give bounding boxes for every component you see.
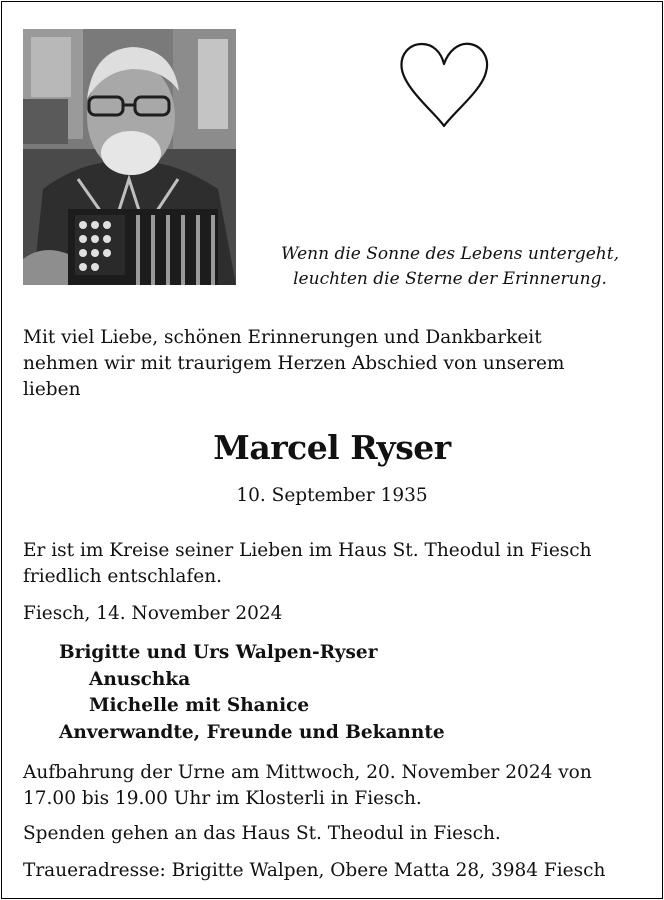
intro-paragraph [23, 325, 648, 403]
viewing-line-1: Aufbahrung der Urne am Mittwoch, 20. November 2024 von [23, 762, 592, 783]
quote-line-2: leuchten die Sterne der Erinnerung. [293, 269, 607, 289]
mourner-item: Brigitte und Urs Walpen-Ryser [59, 642, 378, 663]
portrait-image [23, 29, 236, 285]
obituary-card [1, 1, 663, 899]
intro-line-2: nehmen wir mit traurigem Herzen Abschied von unserem [23, 353, 565, 374]
donations-paragraph [23, 821, 648, 847]
intro-line-1: Mit viel Liebe, schönen Erinnerungen und Dankbarkeit [23, 327, 542, 348]
passing-line-1: Er ist im Kreise seiner Lieben im Haus St. Theodul in Fiesch [23, 540, 592, 561]
passing-paragraph [23, 538, 648, 590]
mourner-item: Anverwandte, Freunde und Bekannte [59, 721, 445, 743]
address-paragraph [23, 858, 648, 884]
mourner-item: Anuschka [89, 668, 191, 690]
place-date [23, 601, 648, 627]
memorial-quote [250, 242, 650, 292]
viewing-line-2: 17.00 bis 19.00 Uhr im Klosterli in Fiesch. [23, 788, 422, 809]
passing-line-2: friedlich entschlafen. [23, 566, 222, 587]
donations-text: Spenden gehen an das Haus St. Theodul in Fiesch. [23, 823, 501, 844]
portrait-photo [23, 29, 236, 285]
quote-line-1: Wenn die Sonne des Lebens untergeht, [281, 244, 619, 264]
deceased-name: Marcel Ryser [213, 428, 451, 467]
intro-line-3: lieben [23, 379, 81, 400]
viewing-paragraph [23, 760, 648, 812]
heart-outline-icon [398, 40, 490, 132]
birth-date: 10. September 1935 [236, 485, 428, 506]
place-date-text: Fiesch, 14. November 2024 [23, 603, 283, 624]
address-text: Traueradresse: Brigitte Walpen, Obere Matta 28, 3984 Fiesch [23, 860, 606, 881]
mourner-item: Michelle mit Shanice [89, 695, 310, 716]
mourners-list [59, 640, 619, 746]
